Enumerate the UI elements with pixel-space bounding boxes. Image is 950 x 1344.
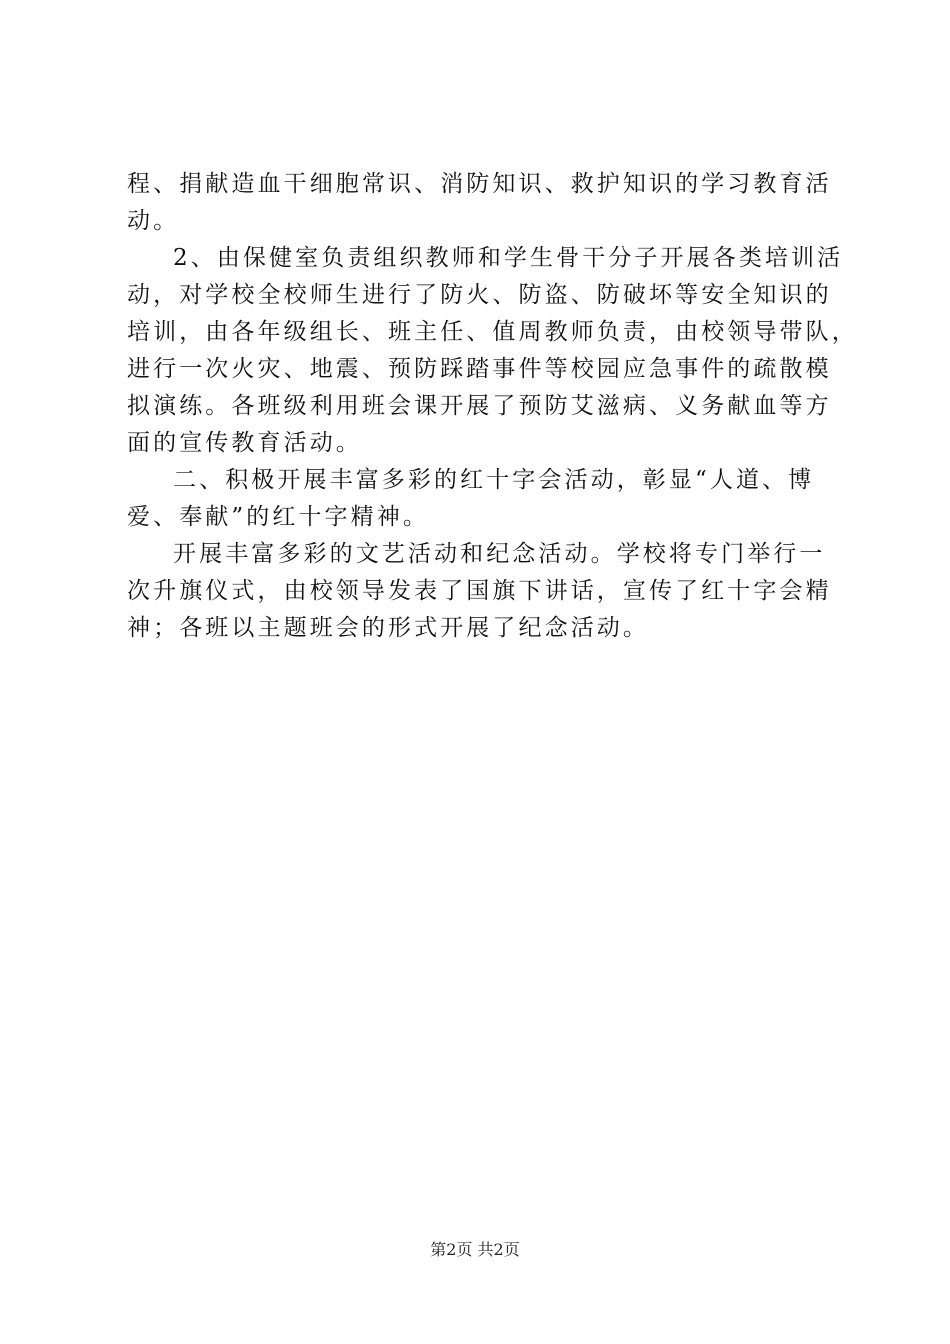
text-line: 程、捐献造血干细胞常识、消防知识、救护知识的学习教育活 <box>127 171 832 197</box>
text-line: 培训，由各年级组长、班主任、值周教师负责，由校领导带队， <box>127 319 858 345</box>
text-line: 爱、奉献”的红十字精神。 <box>127 504 429 530</box>
text-line: 次升旗仪式，由校领导发表了国旗下讲话，宣传了红十字会精 <box>127 578 832 604</box>
text-line: 动，对学校全校师生进行了防火、防盗、防破坏等安全知识的 <box>127 282 832 308</box>
text-line: 动。 <box>127 208 180 234</box>
document-body <box>127 166 858 647</box>
paragraph-start-line: 开展丰富多彩的文艺活动和纪念活动。学校将专门举行一 <box>173 541 826 567</box>
text-line: 拟演练。各班级利用班会课开展了预防艾滋病、义务献血等方 <box>127 393 832 419</box>
page-indicator: 第2页 共2页 <box>430 1240 520 1259</box>
text-line: 面的宣传教育活动。 <box>127 430 362 456</box>
text-line: 神；各班以主题班会的形式开展了纪念活动。 <box>127 615 649 641</box>
page-footer <box>0 1240 950 1260</box>
text-line: 进行一次火灾、地震、预防踩踏事件等校园应急事件的疏散模 <box>127 356 832 382</box>
paragraph-start-line: 2、由保健室负责组织教师和学生骨干分子开展各类培训活 <box>173 245 844 271</box>
section-heading-line: 二、积极开展丰富多彩的红十字会活动，彰显“人道、博 <box>173 467 815 493</box>
